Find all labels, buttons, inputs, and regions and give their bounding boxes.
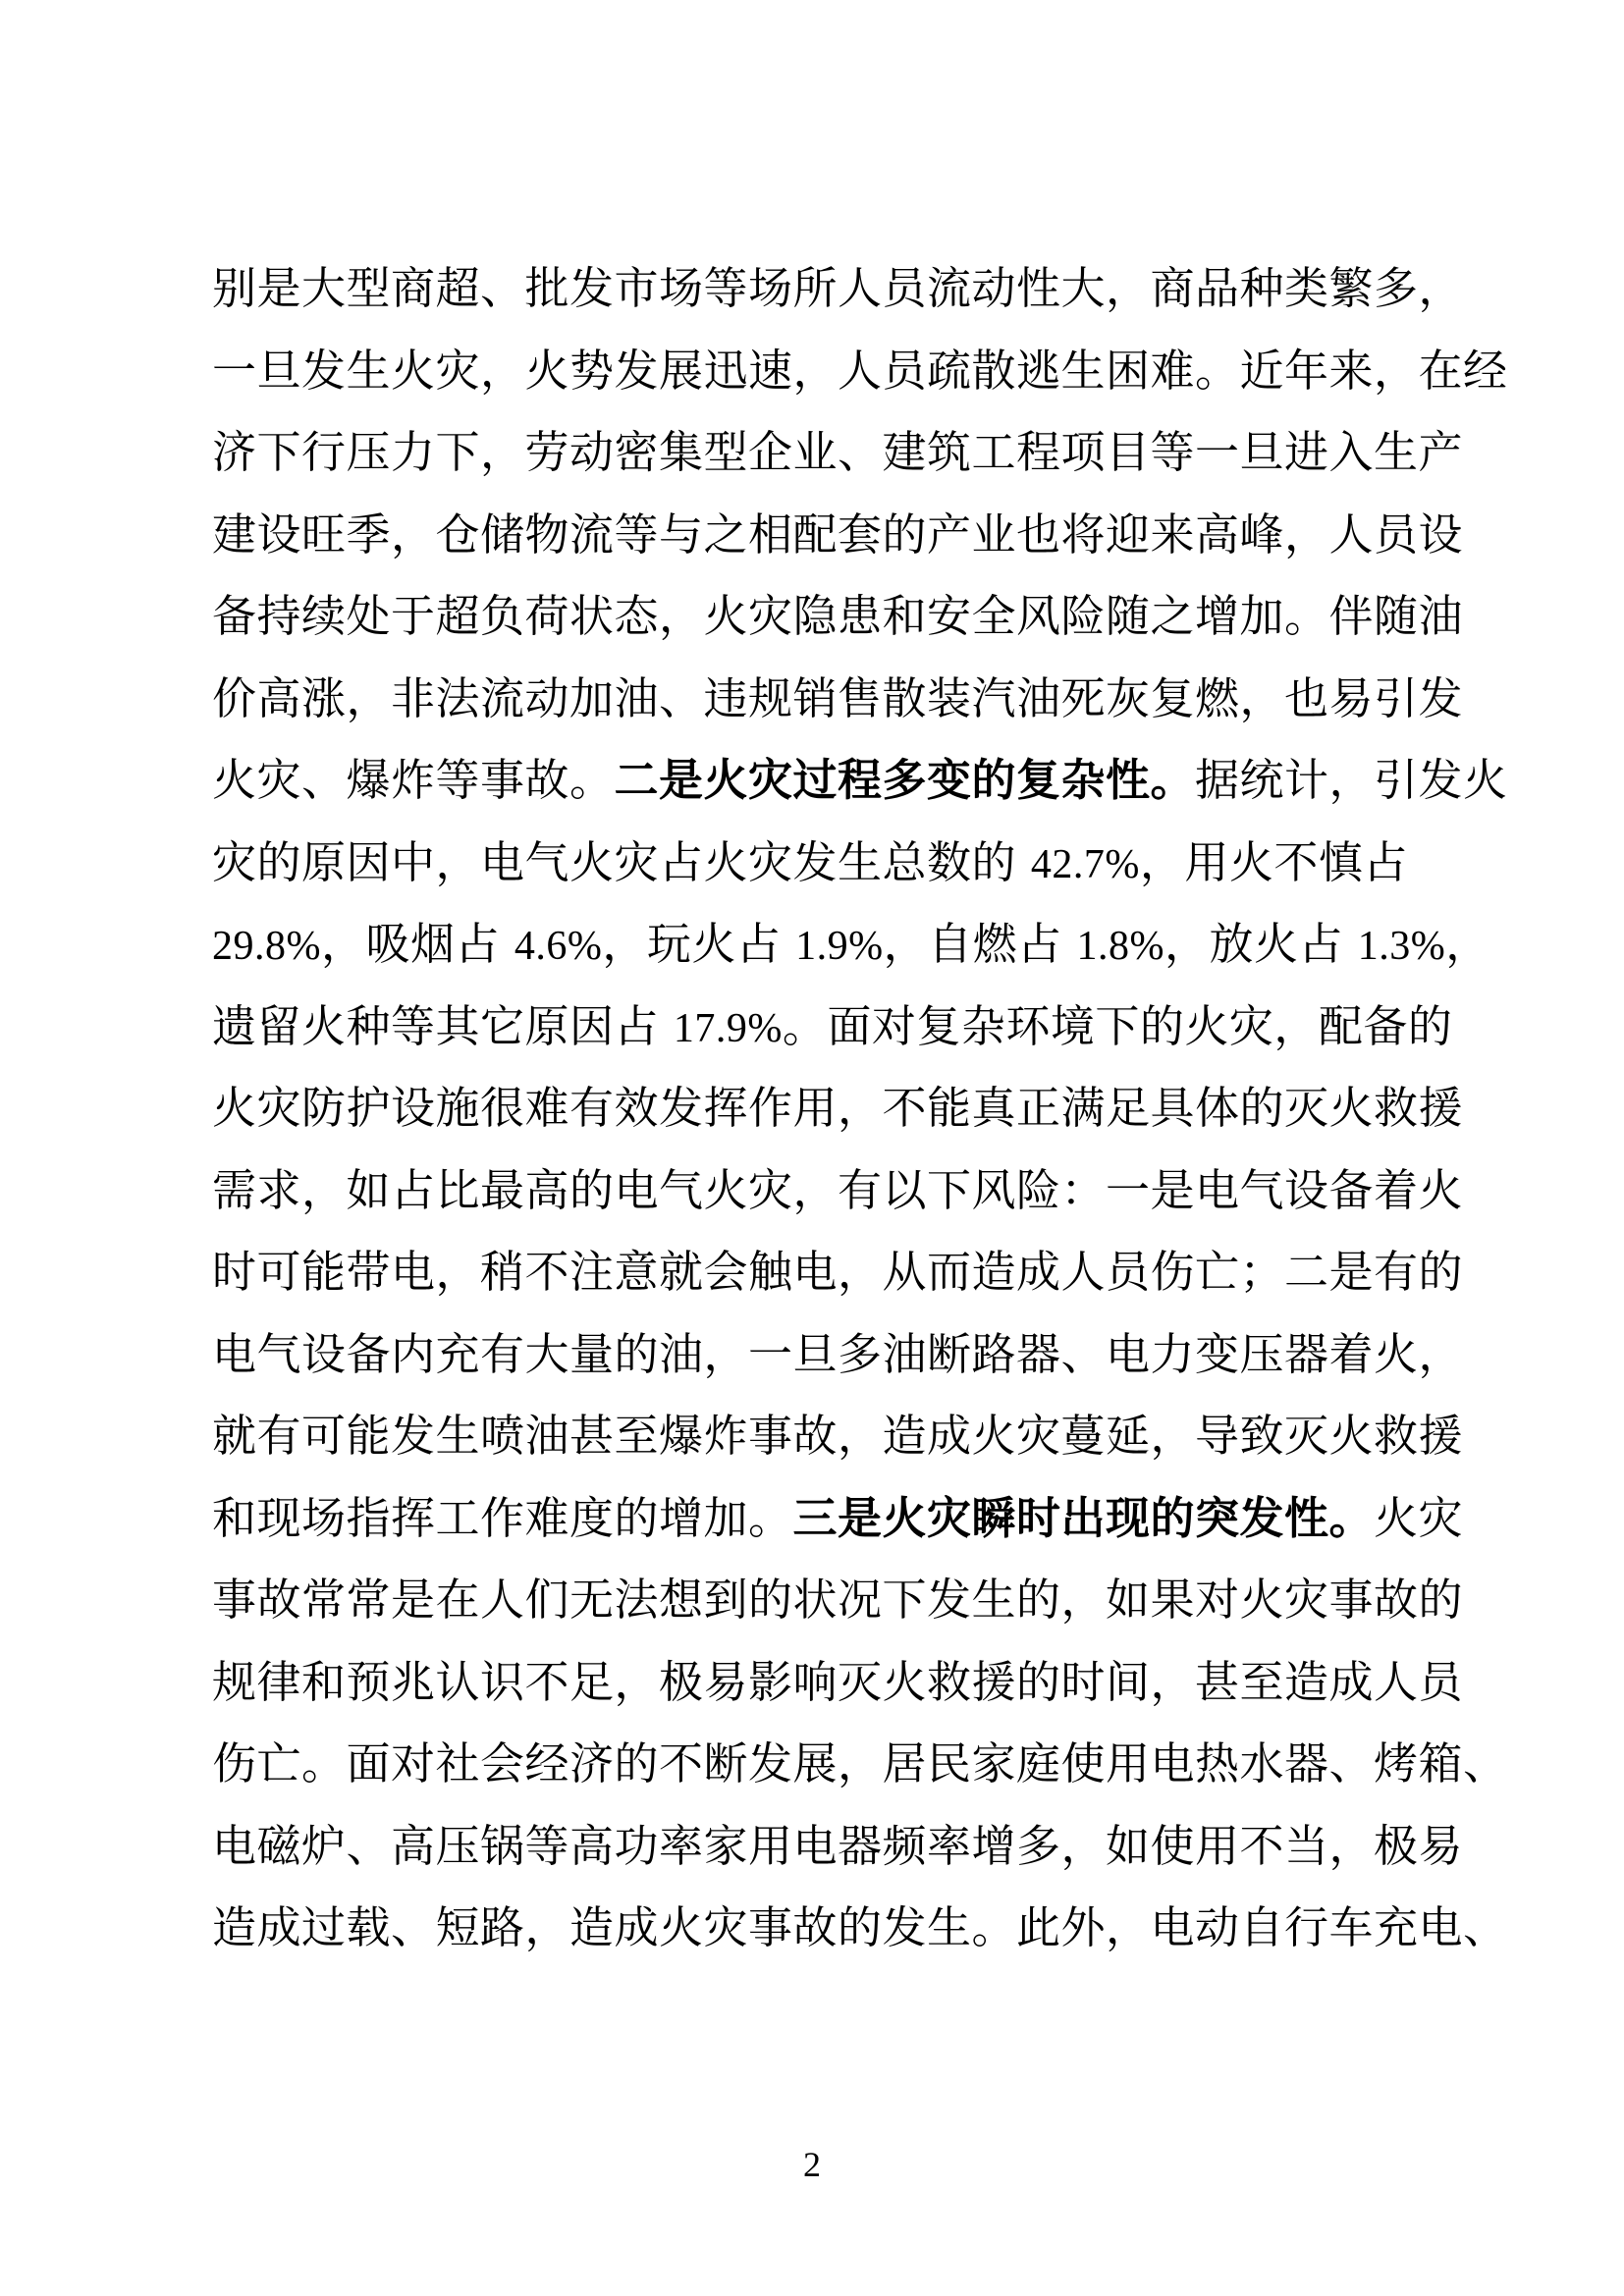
bold-heading-3: 三是火灾瞬时出现的突发性。 bbox=[792, 1491, 1375, 1544]
text-line: 电磁炉、高压锅等高功率家用电器频率增多，如使用不当，极易 bbox=[212, 1819, 1464, 1872]
text-line: 遗留火种等其它原因占 17.9%。面对复杂环境下的火灾，配备的 bbox=[212, 999, 1453, 1052]
text-line: 造成过载、短路，造成火灾事故的发生。此外，电动自行车充电、 bbox=[212, 1901, 1508, 1953]
text-line: 事故常常是在人们无法想到的状况下发生的，如果对火灾事故的 bbox=[212, 1574, 1464, 1626]
text-line: 时可能带电，稍不注意就会触电，从而造成人员伤亡；二是有的 bbox=[212, 1246, 1464, 1298]
bold-heading-2: 二是火灾过程多变的复杂性。 bbox=[614, 754, 1196, 806]
text-line: 一旦发生火灾，火势发展迅速，人员疏散逃生困难。近年来，在经 bbox=[212, 344, 1508, 397]
text-line: 和现场指挥工作难度的增加。三是火灾瞬时出现的突发性。火灾 bbox=[212, 1491, 1464, 1544]
text-line: 灾的原因中，电气火灾占火灾发生总数的 42.7%，用火不慎占 bbox=[212, 835, 1408, 888]
text-line: 就有可能发生喷油甚至爆炸事故，造成火灾蔓延，导致灭火救援 bbox=[212, 1410, 1464, 1462]
text-line: 火灾防护设施很难有效发挥作用，不能真正满足具体的灭火救援 bbox=[212, 1082, 1464, 1134]
text-line: 伤亡。面对社会经济的不断发展，居民家庭使用电热水器、烤箱、 bbox=[212, 1737, 1508, 1789]
text-line: 别是大型商超、批发市场等场所人员流动性大，商品种类繁多， bbox=[212, 262, 1464, 314]
text-line: 规律和预兆认识不足，极易影响灭火救援的时间，甚至造成人员 bbox=[212, 1655, 1464, 1708]
text-line: 备持续处于超负荷状态，火灾隐患和安全风险随之增加。伴随油 bbox=[212, 590, 1464, 642]
body-paragraph bbox=[212, 247, 1508, 1969]
text-line: 价高涨，非法流动加油、违规销售散装汽油死灰复燃，也易引发 bbox=[212, 671, 1464, 724]
page-number: 2 bbox=[803, 2145, 821, 2184]
text-line: 29.8%，吸烟占 4.6%，玩火占 1.9%，自燃占 1.8%，放火占 1.3%， bbox=[212, 918, 1490, 970]
text-line: 电气设备内充有大量的油，一旦多油断路器、电力变压器着火， bbox=[212, 1327, 1464, 1380]
text-line: 需求，如占比最高的电气火灾，有以下风险：一是电气设备着火 bbox=[212, 1163, 1464, 1216]
text-line: 建设旺季，仓储物流等与之相配套的产业也将迎来高峰，人员设 bbox=[212, 507, 1464, 561]
text-line: 火灾、爆炸等事故。二是火灾过程多变的复杂性。据统计，引发火 bbox=[212, 754, 1508, 806]
text-line: 济下行压力下，劳动密集型企业、建筑工程项目等一旦进入生产 bbox=[212, 426, 1464, 478]
